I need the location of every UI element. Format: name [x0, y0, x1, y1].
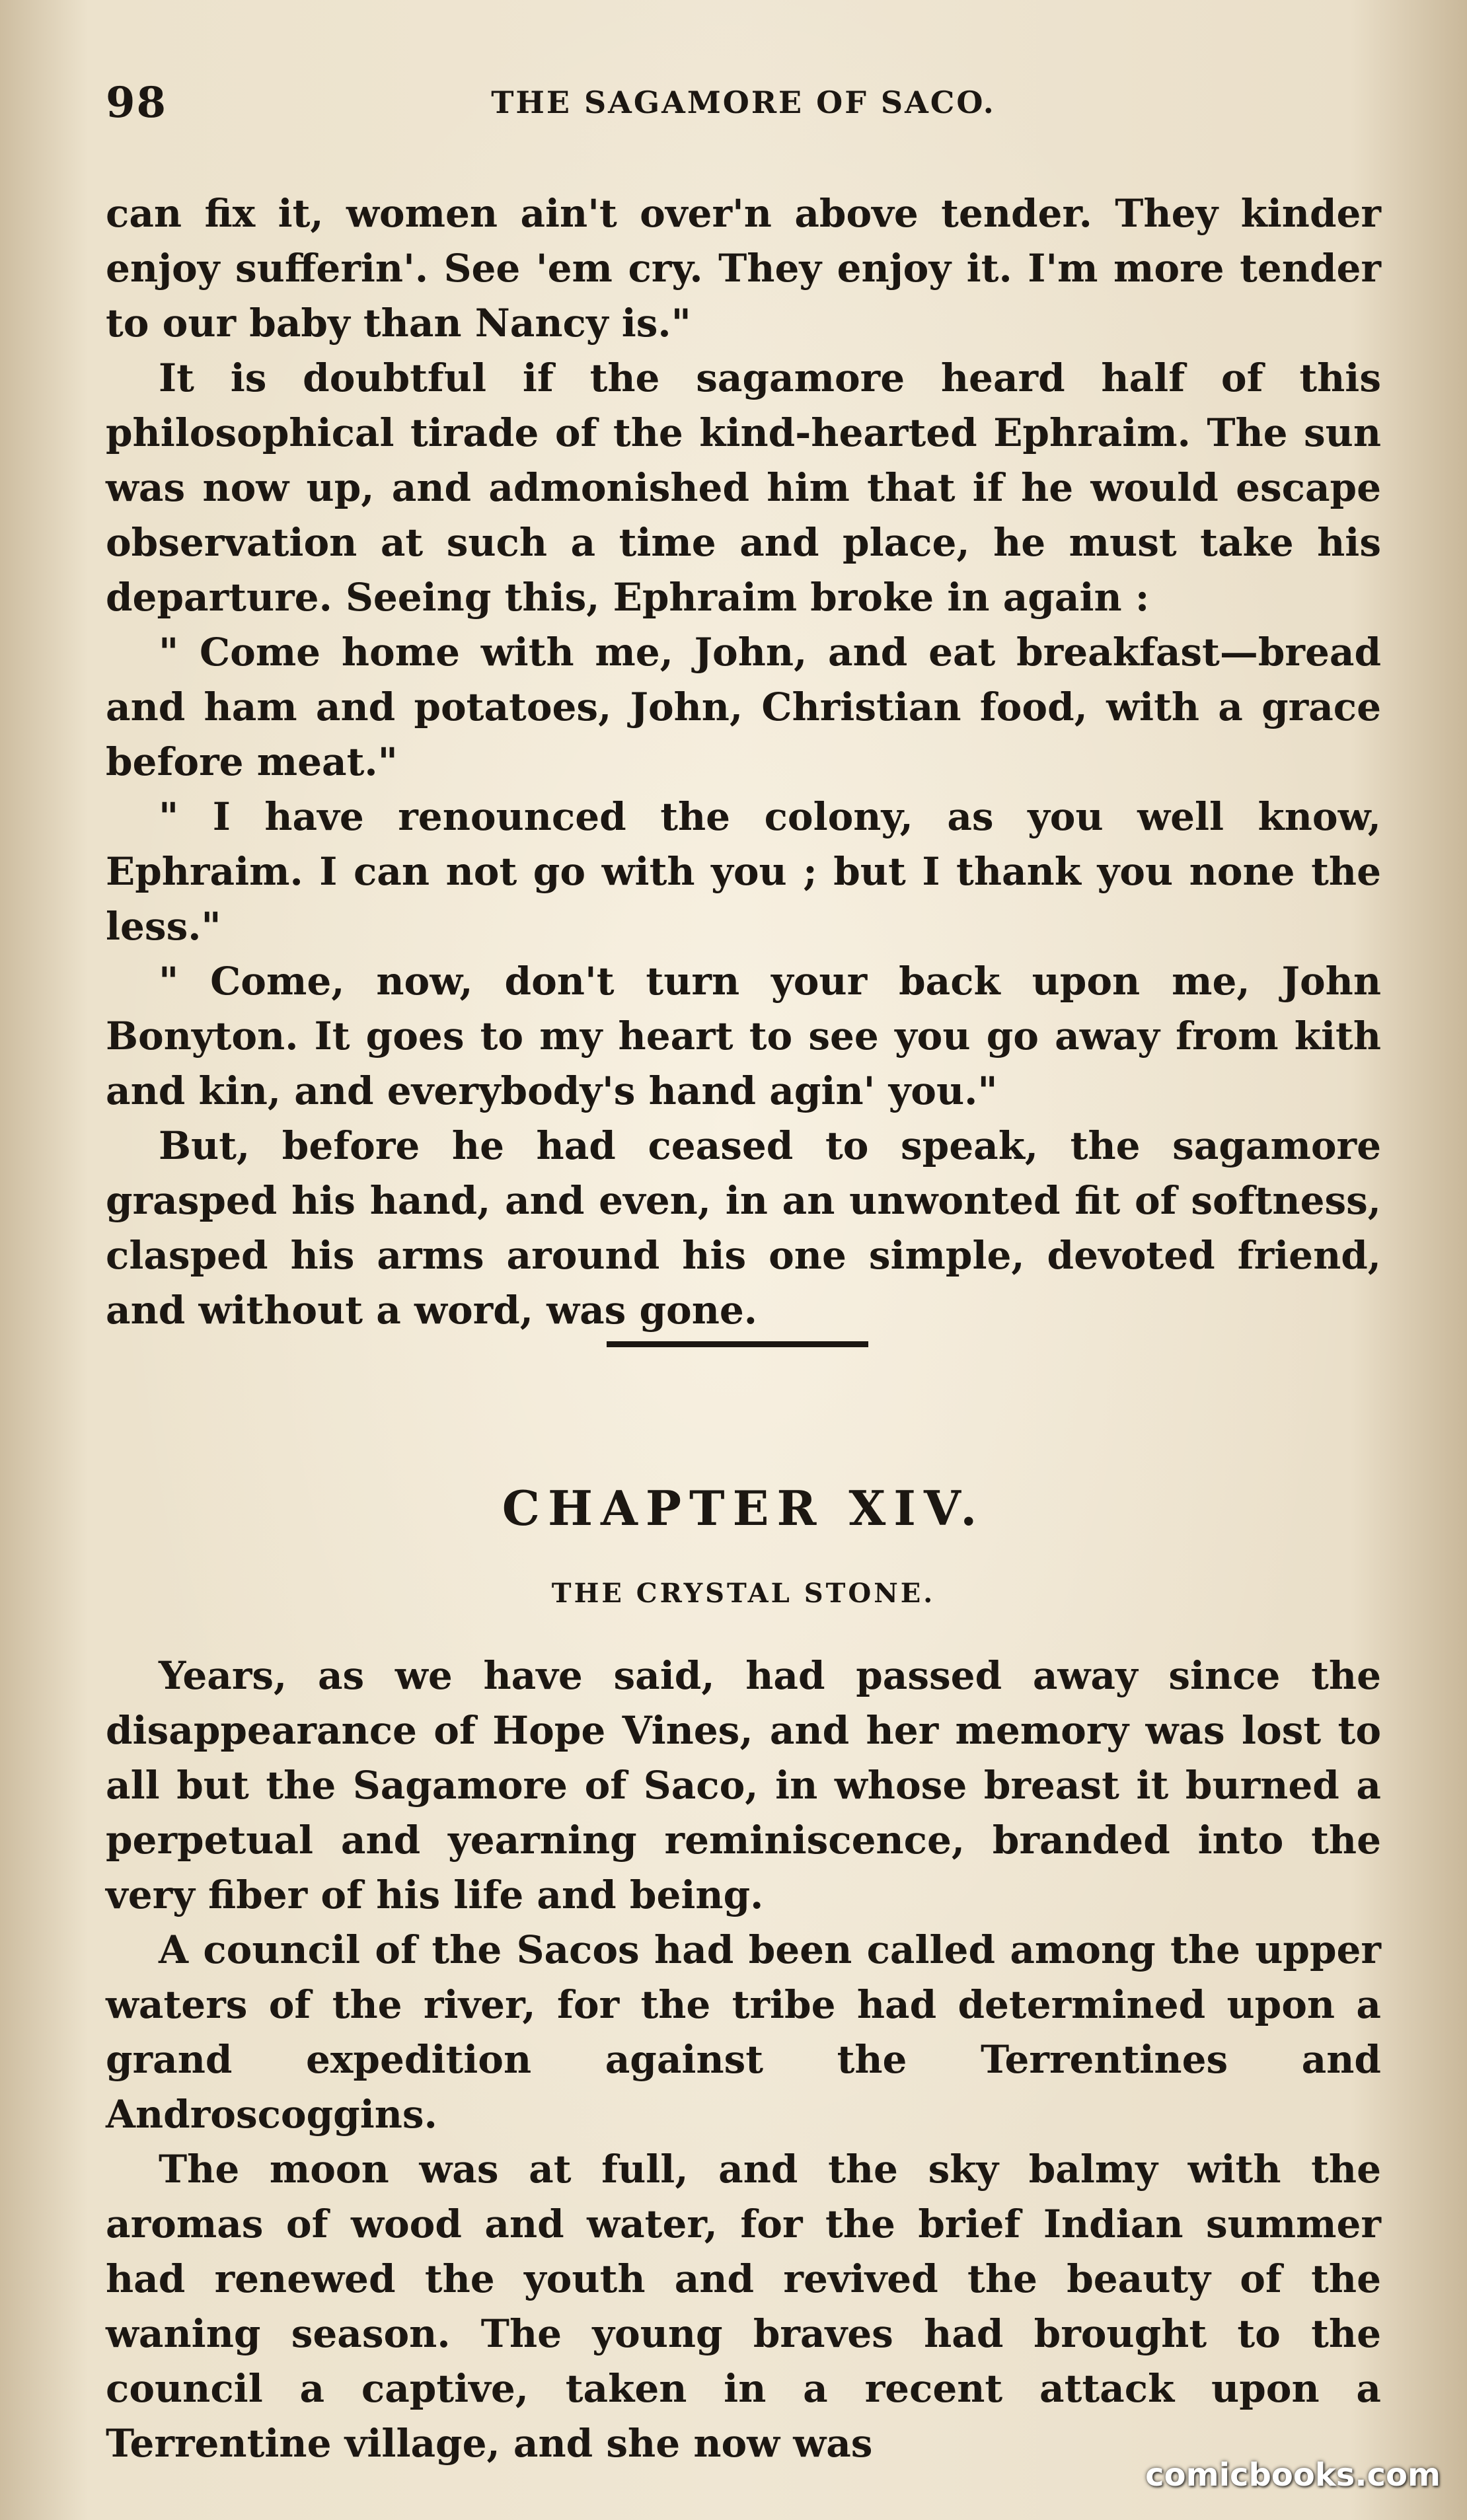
- paragraph: " Come, now, don't turn your back upon me, John Bonyton. It goes to my heart to see you go away from kith and kin, and everybody's hand agin' you.": [106, 959, 1381, 1113]
- chapter-title: CHAPTER XIV.: [502, 1480, 985, 1536]
- page-header: [106, 78, 1381, 131]
- paragraph: " Come home with me, John, and eat breakfast—bread and ham and potatoes, John, Christian food, with a grace before meat.": [106, 630, 1381, 784]
- running-title: THE SAGAMORE OF SACO.: [491, 85, 996, 120]
- bottom-text-block: [106, 1649, 1381, 2471]
- chapter-subtitle: THE CRYSTAL STONE.: [551, 1578, 936, 1609]
- paragraph: " I have renounced the colony, as you well know, Ephraim. I can not go with you ; but I thank you none the less.": [106, 794, 1381, 949]
- paragraph: A council of the Sacos had been called among the upper waters of the river, for the tribe had determined upon a grand expedition against the Terrentines and Androscoggins.: [106, 1927, 1381, 2137]
- paragraph: can fix it, women ain't over'n above tender. They kinder enjoy sufferin'. See 'em cry. They enjoy it. I'm more tender to our baby than Nancy is.": [106, 191, 1381, 346]
- paragraph: But, before he had ceased to speak, the sagamore grasped his hand, and even, in an unwonted fit of softness, clasped his arms around his one simple, devoted friend, and without a word, was gone.: [106, 1123, 1381, 1333]
- top-text-block: [106, 186, 1381, 1338]
- paragraph: Years, as we have said, had passed away since the disappearance of Hope Vines, and her memory was lost to all but the Sagamore of Saco, in whose breast it burned a perpetual and yearning reminiscence, branded into the very fiber of his life and being.: [106, 1653, 1381, 1917]
- page-number: 98: [106, 78, 168, 128]
- paragraph: The moon was at full, and the sky balmy with the aromas of wood and water, for the brief Indian summer had renewed the youth and revived the beauty of the waning season. The young braves had brought to the council a captive, taken in a recent attack upon a Terrentine village, and she now was: [106, 2147, 1381, 2466]
- watermark: comicbooks.com: [1145, 2457, 1441, 2494]
- section-divider: [607, 1341, 868, 1347]
- paragraph: It is doubtful if the sagamore heard half of this philosophical tirade of the kind-hearted Ephraim. The sun was now up, and admonished him that if he would escape observation at such a time and place, he must take his departure. Seeing this, Ephraim broke in again :: [106, 355, 1381, 620]
